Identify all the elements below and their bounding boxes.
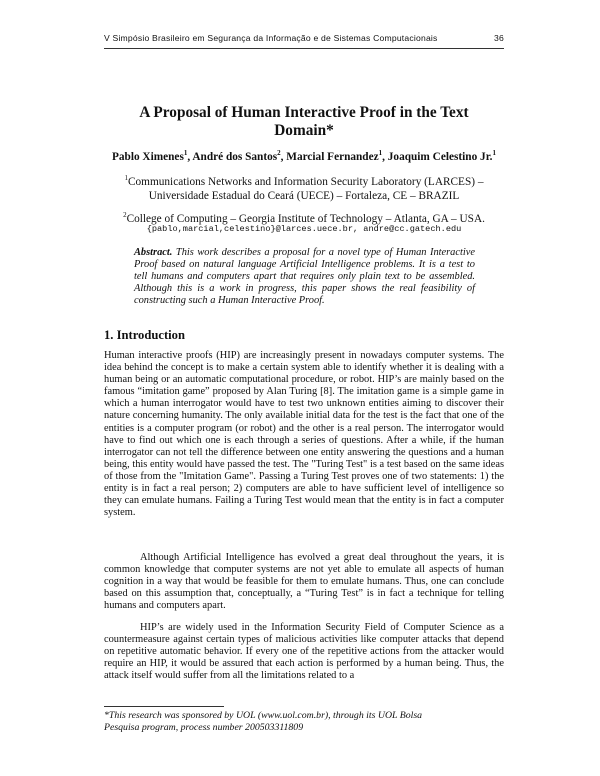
- affil-line: Communications Networks and Information Security Laboratory (LARCES) –: [128, 175, 484, 188]
- author-name: André dos Santos: [192, 150, 278, 163]
- title-line-1: A Proposal of Human Interactive Proof in the Text: [139, 104, 469, 121]
- body-paragraph: Although Artificial Intelligence has evolved a great deal throughout the years, it is common knowledge that computer systems are not yet able to emulate all aspects of human cognition in a way that would be feasible for them to emulate humans. Thus, one can conclude based on this assumption that, conceptually, a “Turing Test” is in fact a technique for telling humans and computers apart.: [104, 552, 504, 612]
- author-affil-mark: 1: [378, 149, 383, 157]
- author-name: Marcial Fernandez: [286, 150, 379, 163]
- author-emails: {pablo,marcial,celestino}@larces.uece.br, andre@cc.gatech.edu: [146, 224, 462, 234]
- page-number: 36: [494, 33, 504, 43]
- abstract: [134, 247, 475, 307]
- affiliation-1: [104, 171, 504, 203]
- affil-line: Universidade Estadual do Ceará (UECE) – Fortaleza, CE – BRAZIL: [148, 189, 460, 202]
- affil-line: College of Computing – Georgia Institute of Technology – Atlanta, GA – USA.: [126, 212, 485, 225]
- footnote-line: *This research was sponsored by UOL (www.uol.com.br), through its UOL Bolsa: [104, 710, 423, 721]
- header-divider: [104, 48, 504, 49]
- footnote-line: Pesquisa program, process number 200503311809: [104, 722, 304, 733]
- author-name: Pablo Ximenes: [111, 150, 184, 163]
- footnote-divider: [104, 706, 224, 707]
- footnote: [104, 710, 504, 734]
- paper-title: [104, 104, 504, 140]
- running-header: [104, 33, 504, 49]
- author-name: Joaquim Celestino Jr.: [387, 150, 493, 163]
- conference-name: V Simpósio Brasileiro em Segurança da Informação e de Sistemas Computacionais: [104, 33, 438, 43]
- author-affil-mark: 2: [277, 149, 281, 157]
- author-affil-mark: 1: [183, 149, 188, 157]
- author-list: Pablo Ximenes$^1$, André dos Santos$^2$, Marcial Fernandez$^1$, Joaquim Celestino Jr.$^1$: [111, 149, 496, 163]
- abstract-label: Abstract.: [134, 247, 173, 258]
- body-paragraph: Human interactive proofs (HIP) are increasingly present in nowadays computer systems. The idea behind the concept is to make a certain system able to identify whether it is dealing with a human being or an automatic computational procedure, or robot. HIP’s are mainly based on the famous “imitation game” proposed by Alan Turing [8]. The imitation game is a simple game in which a human interrogator would have to test two unknown entities aiming to discover their nature concerning humanity. The only available initial data for the test is the fact that one of the entities is a computer program (or robot) and the other is a real person. The interrogator would have to find out which one is each through a series of questions. After a while, if the human interrogator can not tell the difference between one entity answering the questions and a human being, this entity would have passed the test. The "Turing Test" is a test based on the same ideas of those from the "Imitation Game". Passing a Turing Test proves one of two statements: 1) the entity is in fact a real person; 2) computers are able to have sufficient level of intelligence so they can emulate humans. Failing a Turing Test would mean that the entity is in fact a computer system.: [104, 350, 504, 519]
- body-paragraph: HIP’s are widely used in the Information Security Field of Computer Science as a countermeasure against certain types of malicious activities like computer attacks that depend on repetitive automatic behavior. If every one of the repetitive actions from the attacker would require an HIP, it would be assured that each action is performed by a human being. Thus, the attack itself would suffer from all the limitations related to a: [104, 622, 504, 682]
- title-line-2: Domain*: [274, 122, 334, 139]
- author-affil-mark: 1: [492, 149, 496, 157]
- section-heading: 1. Introduction: [104, 328, 185, 342]
- affil-mark: 2: [123, 211, 127, 219]
- affil-mark: 1: [124, 174, 128, 182]
- abstract-text: This work describes a proposal for a novel type of Human Interactive Proof based on natural language Artificial Intelligence problems. It is a test to tell humans and computers apart that requires only plain text to be assembled. Although this is a work in progress, this paper shows the real feasibility of constructing such a Human Interactive Proof.: [134, 247, 475, 306]
